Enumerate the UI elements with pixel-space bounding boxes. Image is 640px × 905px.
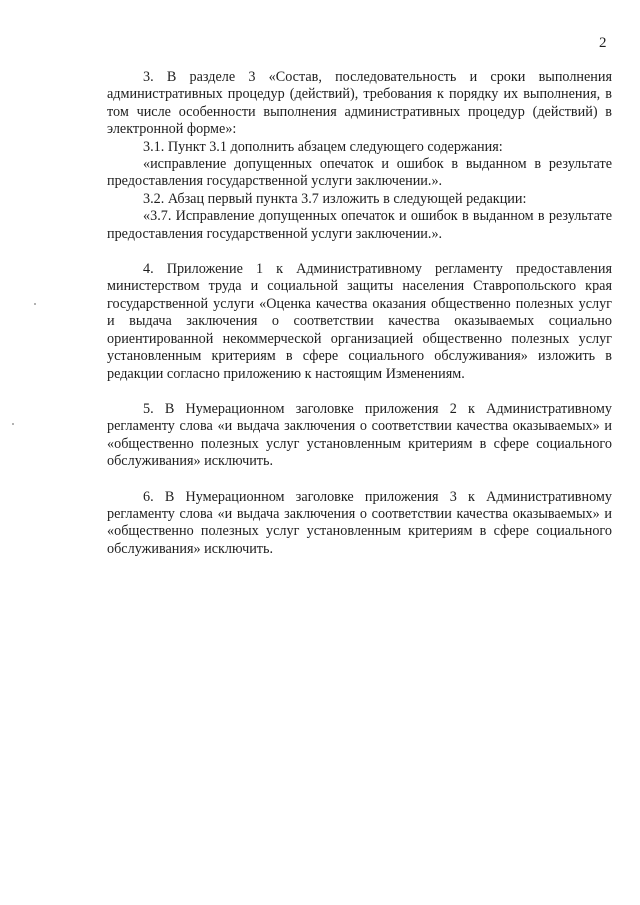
paragraph-3-1-quote: «исправление допущенных опечаток и ошибок в выданном в результате предоставления государственной услуги заключении.». [107, 156, 612, 190]
paragraph-gap [107, 471, 612, 489]
paragraph-3-2: 3.2. Абзац первый пункта 3.7 изложить в следующей редакции: [143, 190, 527, 207]
paragraph-5: 5. В Нумерационном заголовке приложения 2 к Административному регламенту слова «и выдача заключения о соответствии качества оказываемых» и «общественно полезных услуг установленным критериям в сфере социального обслуживания» исключить. [107, 400, 612, 470]
paragraph-3-1: 3.1. Пункт 3.1 дополнить абзацем следующего содержания: [143, 138, 503, 155]
paragraph-gap [107, 383, 612, 401]
page-number: 2 [599, 35, 607, 51]
scan-artifact-dot [34, 303, 36, 305]
paragraph-section-3: 3. В разделе 3 «Состав, последовательность и сроки выполнения административных процедур (действий), требования к порядку их выполнения, в том числе особенности выполнения административных процедур (действий) в электронной форме»: [107, 69, 612, 138]
document-body [107, 69, 612, 558]
scan-artifact-dot [12, 423, 14, 425]
paragraph-gap [107, 243, 612, 261]
paragraph-3-2-quote: «3.7. Исправление допущенных опечаток и ошибок в выданном в результате предоставления государственной услуги заключении.». [107, 208, 612, 242]
paragraph-4: 4. Приложение 1 к Административному регламенту предоставления министерством труда и социальной защиты населения Ставропольского края государственной услуги «Оценка качества оказания общественно полезных услуг и выдача заключения о соответствии качества оказываемых социально ориентированной некоммерческой организацией общественно полезных услуг установленным критериям в сфере социального обслуживания» изложить в редакции согласно приложению к настоящим Изменениям. [107, 261, 612, 382]
paragraph-6: 6. В Нумерационном заголовке приложения 3 к Административному регламенту слова «и выдача заключения о соответствии качества оказываемых» и «общественно полезных услуг установленным критериям в сфере социального обслуживания» исключить. [107, 488, 612, 557]
